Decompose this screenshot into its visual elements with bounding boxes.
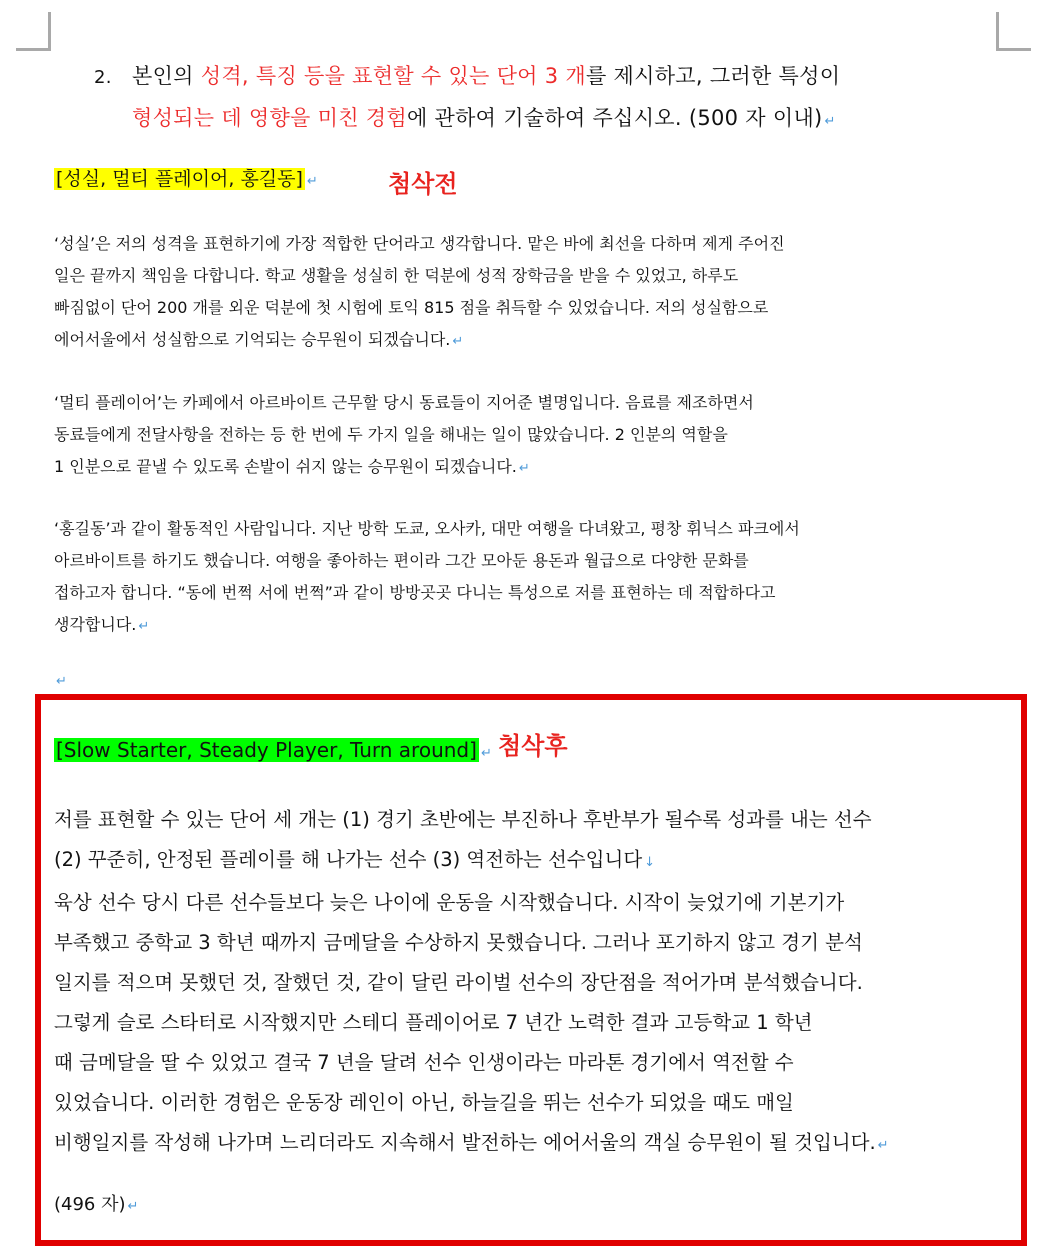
question-line-1 <box>94 56 974 98</box>
text-line <box>54 840 998 883</box>
text-line: 일은 끝까지 책임을 다합니다. 학교 생활을 성실히 한 덕분에 성적 장학금을 받을 수 있었고, 하루도 <box>54 266 739 285</box>
text-line: 부족했고 중학교 3 학년 때까지 금메달을 수상하지 못했습니다. 그러나 포기하지 않고 경기 분석 <box>54 931 863 954</box>
question-line-1-part-2: 성격, 특징 등을 표현할 수 있는 단어 3 개 <box>200 64 586 88</box>
question-line-1-part-1: 본인의 <box>132 64 201 88</box>
text-line-content: 1 인분으로 끝낼 수 있도록 손발이 쉬지 않는 승무원이 되겠습니다. <box>54 457 517 476</box>
paragraph-mark: ↵ <box>518 461 530 476</box>
empty-paragraph-mark: ↵ <box>56 674 67 689</box>
line-break-mark: ↓ <box>644 855 656 870</box>
text-line: 있었습니다. 이러한 경험은 운동장 레인이 아닌, 하늘길을 뛰는 선수가 되었을 때도 매일 <box>54 1091 794 1114</box>
before-paragraph-3 <box>54 513 984 643</box>
question-line-1-part-3: 를 제시하고, 그러한 특성이 <box>585 64 841 88</box>
before-paragraph-2 <box>54 387 984 485</box>
page-corner-top-right <box>996 12 1031 51</box>
after-tag <box>54 733 492 771</box>
question-number: 2. <box>94 67 112 88</box>
text-line: ‘홍길동’과 같이 활동적인 사람입니다. 지난 방학 도쿄, 오사카, 대만 여행을 다녀왔고, 평창 휘닉스 파크에서 <box>54 519 800 538</box>
question <box>94 56 974 142</box>
before-stamp: 첨삭전 <box>388 170 458 198</box>
before-tag <box>54 162 318 199</box>
before-paragraph-1 <box>54 228 984 358</box>
paragraph-mark: ↵ <box>127 1199 139 1214</box>
question-line-2-part-2: 에 관하여 기술하여 주십시오. (500 자 이내) <box>406 106 823 130</box>
text-line: ‘멀티 플레이어’는 카페에서 아르바이트 근무할 당시 동료들이 지어준 별명입니다. 음료를 제조하면서 <box>54 393 754 412</box>
text-line: 때 금메달을 딸 수 있었고 결국 7 년을 달려 선수 인생이라는 마라톤 경기에서 역전할 수 <box>54 1051 794 1074</box>
text-line <box>54 1123 998 1166</box>
paragraph-mark: ↵ <box>306 174 318 189</box>
before-keywords: [성실, 멀티 플레이어, 홍길동] <box>56 168 303 190</box>
char-count-text: (496 자) <box>54 1194 126 1215</box>
text-line <box>54 609 984 643</box>
text-line: 육상 선수 당시 다른 선수들보다 늦은 나이에 운동을 시작했습니다. 시작이 늦었기에 기본기가 <box>54 891 845 914</box>
paragraph-mark: ↵ <box>480 746 492 761</box>
text-line: ‘성실’은 저의 성격을 표현하기에 가장 적합한 단어라고 생각합니다. 맡은 바에 최선을 다하며 제게 주어진 <box>54 234 785 253</box>
paragraph-mark: ↵ <box>138 619 150 634</box>
text-line: 저를 표현할 수 있는 단어 세 개는 (1) 경기 초반에는 부진하나 후반부가 될수록 성과를 내는 선수 <box>54 808 872 831</box>
text-line-content: 생각합니다. <box>54 615 137 634</box>
page-corner-top-left <box>16 12 51 51</box>
text-line: 그렇게 슬로 스타터로 시작했지만 스테디 플레이어로 7 년간 노력한 결과 고등학교 1 학년 <box>54 1011 813 1034</box>
text-line <box>54 324 984 358</box>
after-body <box>54 800 998 1166</box>
text-line: 아르바이트를 하기도 했습니다. 여행을 좋아하는 편이라 그간 모아둔 용돈과 월급으로 다양한 문화를 <box>54 551 749 570</box>
text-line-content: 에어서울에서 성실함으로 기억되는 승무원이 되겠습니다. <box>54 330 451 349</box>
text-line: 접하고자 합니다. “동에 번쩍 서에 번쩍”과 같이 방방곳곳 다니는 특성으로 저를 표현하는 데 적합하다고 <box>54 583 776 602</box>
paragraph-mark: ↵ <box>877 1138 889 1153</box>
question-line-2-part-1: 형성되는 데 영향을 미친 경험 <box>132 106 407 130</box>
paragraph-mark: ↵ <box>452 334 464 349</box>
paragraph-mark: ↵ <box>824 114 836 129</box>
after-stamp: 첨삭후 <box>498 732 568 760</box>
text-line: 빠짐없이 단어 200 개를 외운 덕분에 첫 시험에 토익 815 점을 취득할 수 있었습니다. 저의 성실함으로 <box>54 298 769 317</box>
text-line <box>54 451 984 485</box>
question-line-2 <box>94 98 974 142</box>
text-line: 동료들에게 전달사항을 전하는 등 한 번에 두 가지 일을 해내는 일이 많았습니다. 2 인분의 역할을 <box>54 425 728 444</box>
text-line: 일지를 적으며 못했던 것, 잘했던 것, 같이 달린 라이벌 선수의 장단점을 적어가며 분석했습니다. <box>54 971 863 994</box>
text-line-content: 비행일지를 작성해 나가며 느리더라도 지속해서 발전하는 에어서울의 객실 승무원이 될 것입니다. <box>54 1131 876 1154</box>
after-keywords: [Slow Starter, Steady Player, Turn around] <box>56 738 477 762</box>
text-line-content: (2) 꾸준히, 안정된 플레이를 해 나가는 선수 (3) 역전하는 선수입니다 <box>54 848 643 871</box>
char-count <box>54 1190 138 1222</box>
